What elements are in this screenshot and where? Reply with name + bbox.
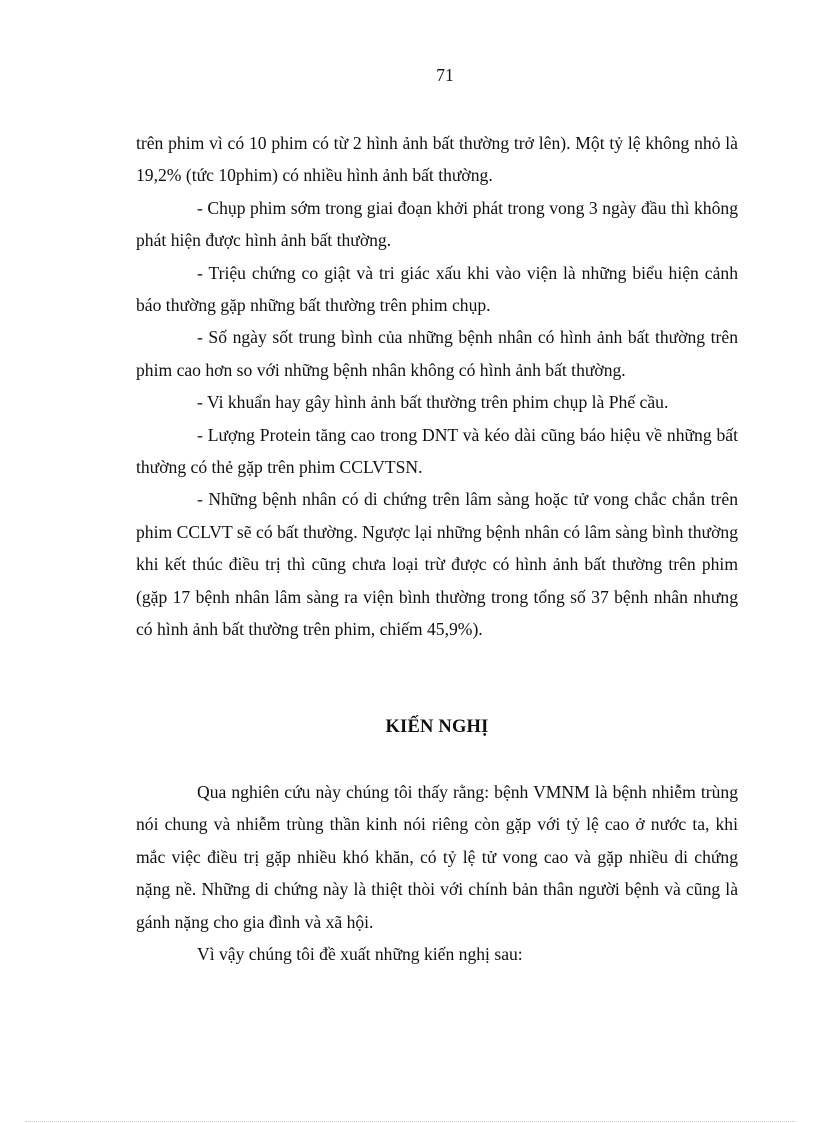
bullet-bacteria: - Vi khuẩn hay gây hình ảnh bất thường trên phim chụp là Phế cầu. [197,392,669,413]
recommendations-lead-in: Vì vậy chúng tôi đề xuất những kiến nghị sau: [197,944,523,965]
recommendations-intro-paragraph: Qua nghiên cứu này chúng tôi thấy rằng: bệnh VMNM là bệnh nhiễm trùng nói chung và nhiễm trùng thần kinh nói riêng còn gặp với tỷ lệ cao ở nước ta, khi mắc việc điều trị gặp nhiều khó khăn, có tỷ lệ tử vong cao và gặp nhiều di chứng nặng nề. Những di chứng này là thiệt thòi với chính bản thân người bệnh và cũng là gánh nặng cho gia đình và xã hội. [136,782,738,932]
paragraph-continuation: trên phim vì có 10 phim có từ 2 hình ảnh bất thường trở lên). Một tỷ lệ không nhỏ là 19,2% (tức 10phim) có nhiều hình ảnh bất thường. [136,133,738,186]
page-number: 71 [436,65,454,85]
conclusions-section [136,127,738,646]
page-bottom-dotted-rule [25,1121,795,1122]
bullet-fever-days: - Số ngày sốt trung bình của những bệnh nhân có hình ảnh bất thường trên phim cao hơn so với những bệnh nhân không có hình ảnh bất thường. [136,327,738,380]
recommendations-section [136,776,738,970]
bullet-early-imaging: - Chụp phim sớm trong giai đoạn khởi phát trong vong 3 ngày đầu thì không phát hiện được hình ảnh bất thường. [136,197,738,251]
bullet-sequelae: - Những bệnh nhân có di chứng trên lâm sàng hoặc tử vong chắc chắn trên phim CCLVT sẽ có bất thường. Ngược lại những bệnh nhân có lâm sàng bình thường khi kết thúc điều trị thì cũng chưa loại trừ được có hình ảnh bất thường trên phim (gặp 17 bệnh nhân lâm sàng ra viện bình thường trong tổng số 37 bệnh nhân nhưng có hình ảnh bất thường trên phim, chiếm 45,9%). [136,489,738,640]
bullet-seizure-symptoms: - Triệu chứng co giật và tri giác xấu khi vào viện là những biểu hiện cảnh báo thường gặp những bất thường trên phim chụp. [136,262,738,316]
bullet-protein: - Lượng Protein tăng cao trong DNT và kéo dài cũng báo hiệu về những bất thường có thẻ gặp trên phim CCLVTSN. [136,424,738,478]
section-heading-recommendations: KIẾN NGHỊ [385,717,489,737]
